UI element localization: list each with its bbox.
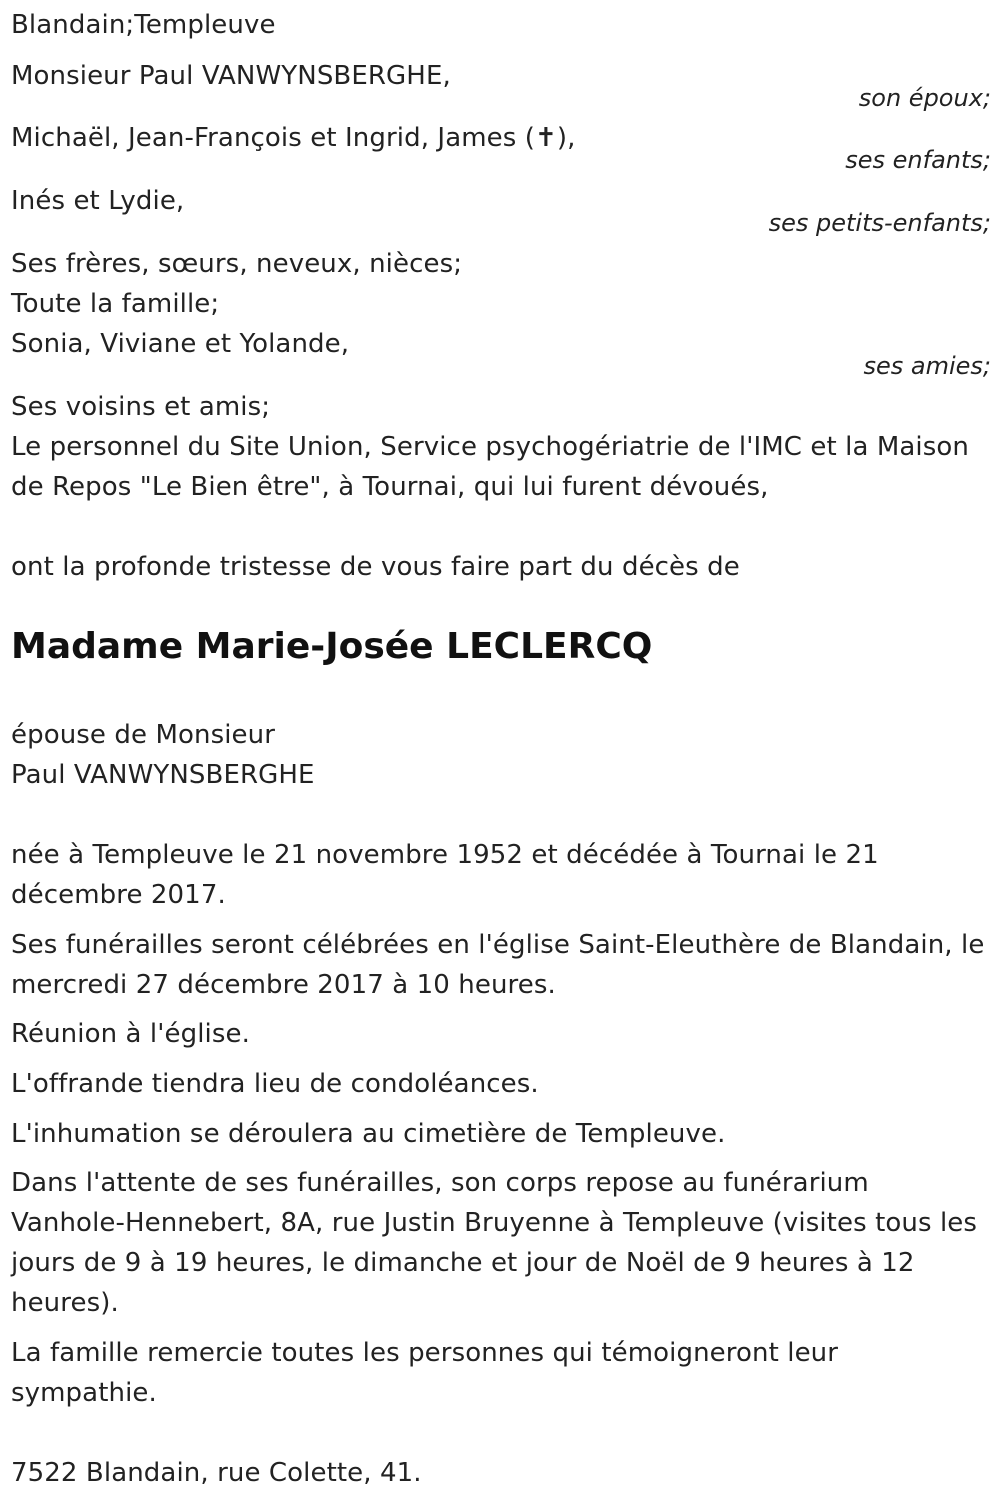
children-names: Michaël, Jean-François et Ingrid, James (✝), xyxy=(11,123,576,153)
friends-role: ses amies; xyxy=(863,352,991,380)
staff-line-1: Le personnel du Site Union, Service psychogériatrie de l'IMC et la Maison xyxy=(11,432,969,462)
deceased-name: Madame Marie-Josée LECLERCQ xyxy=(11,626,653,667)
spouse-of-line-2: Paul VANWYNSBERGHE xyxy=(11,760,315,790)
meeting-line: Réunion à l'église. xyxy=(11,1019,250,1049)
spouse-of-line-1: épouse de Monsieur xyxy=(11,720,276,750)
staff-line-2: de Repos "Le Bien être", à Tournai, qui lui furent dévoués, xyxy=(11,472,769,502)
repose-line-4: heures). xyxy=(11,1288,119,1318)
address-line: 7522 Blandain, rue Colette, 41. xyxy=(11,1458,422,1488)
announcement-text: ont la profonde tristesse de vous faire part du décès de xyxy=(11,552,740,582)
thanks-line-2: sympathie. xyxy=(11,1378,157,1408)
siblings-line: Ses frères, sœurs, neveux, nièces; xyxy=(11,249,463,279)
funeral-line-2: mercredi 27 décembre 2017 à 10 heures. xyxy=(11,970,556,1000)
thanks-line-1: La famille remercie toutes les personnes qui témoigneront leur xyxy=(11,1338,839,1368)
repose-line-3: jours de 9 à 19 heures, le dimanche et jour de Noël de 9 heures à 12 xyxy=(11,1248,915,1278)
birth-death-line-1: née à Templeuve le 21 novembre 1952 et décédée à Tournai le 21 xyxy=(11,840,879,870)
location-header: Blandain;Templeuve xyxy=(11,10,276,40)
family-line: Toute la famille; xyxy=(11,289,220,319)
repose-line-2: Vanhole-Hennebert, 8A, rue Justin Bruyenne à Templeuve (visites tous les xyxy=(11,1208,978,1238)
neighbours-line: Ses voisins et amis; xyxy=(11,392,271,422)
grandchildren-role: ses petits-enfants; xyxy=(768,209,991,237)
repose-line-1: Dans l'attente de ses funérailles, son corps repose au funérarium xyxy=(11,1168,869,1198)
friends-names: Sonia, Viviane et Yolande, xyxy=(11,329,350,359)
spouse-role: son époux; xyxy=(858,84,991,112)
burial-line: L'inhumation se déroulera au cimetière de Templeuve. xyxy=(11,1119,726,1149)
grandchildren-names: Inés et Lydie, xyxy=(11,186,185,216)
funeral-line-1: Ses funérailles seront célébrées en l'église Saint-Eleuthère de Blandain, le xyxy=(11,930,985,960)
birth-death-line-2: décembre 2017. xyxy=(11,880,226,910)
children-role: ses enfants; xyxy=(845,146,991,174)
offering-line: L'offrande tiendra lieu de condoléances. xyxy=(11,1069,539,1099)
spouse-name: Monsieur Paul VANWYNSBERGHE, xyxy=(11,61,451,91)
